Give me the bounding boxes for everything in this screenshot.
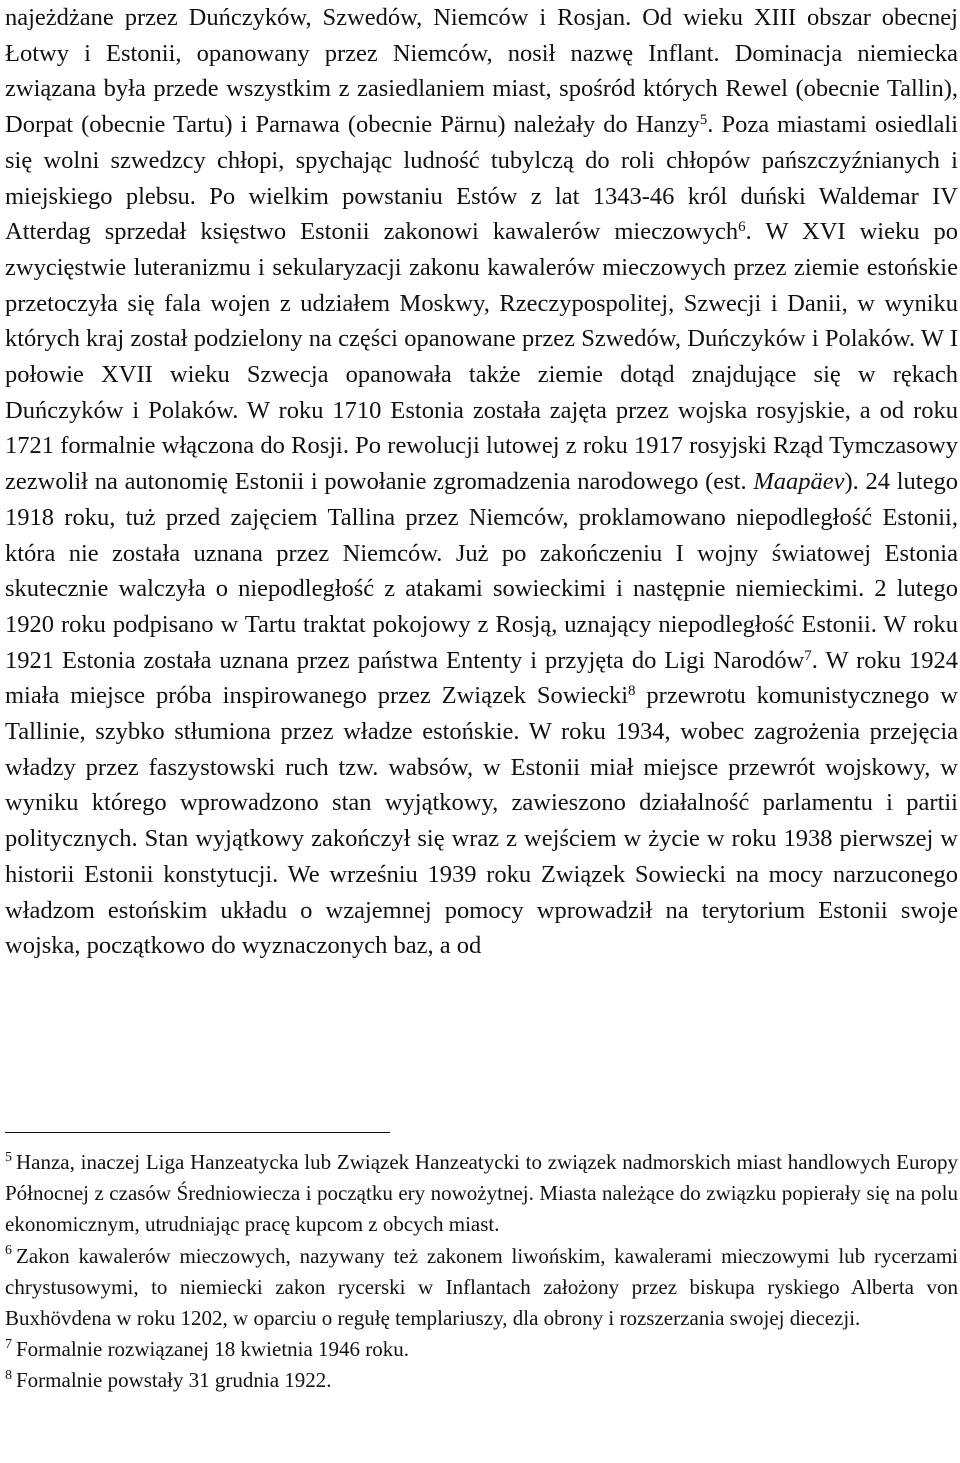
footnote-mark: 8 xyxy=(5,1368,12,1384)
footnote-7 xyxy=(5,1334,958,1365)
footnote-5 xyxy=(5,1147,958,1241)
body-text-part-2: . Poza miastami osiedlali się wolni szwedzcy chłopi, spychając ludność tubylczą do roli chłopów pańszczyźnianych i miejskiego plebsu. Po wielkim powstaniu Estów z lat 1343-46 król duński Waldemar IV Atterdag sprzedał księstwo Estonii zakonowi kawalerów mieczowych xyxy=(5,111,958,246)
footnotes-section xyxy=(5,1147,958,1397)
footnote-mark: 7 xyxy=(5,1336,12,1352)
body-text-part-1: najeżdżane przez Duńczyków, Szwedów, Niemców i Rosjan. Od wieku XIII obszar obecnej Łotwy i Estonii, opanowany przez Niemców, nosił nazwę Inflant. Dominacja niemiecka związana była przede wszystkim z zasiedlaniem miast, spośród których Rewel (obecnie Tallin), Dorpat (obecnie Tartu) i Parnawa (obecnie Pärnu) należały do Hanzy xyxy=(5,4,958,139)
footnote-text: Hanza, inaczej Liga Hanzeatycka lub Związek Hanzeatycki to związek nadmorskich miast handlowych Europy Północnej z czasów Średniowiecza i początku ery nowożytnej. Miasta należące do związku popierały się na polu ekonomicznym, utrudniając pracę kupcom z obcych miast. xyxy=(5,1150,958,1237)
body-text-part-6: przewrotu komunistycznego w Tallinie, szybko stłumiona przez władze estońskie. W roku 1934, wobec zagrożenia przejęcia władzy przez faszystowski ruch tzw. wabsów, w Estonii miał miejsce przewrót wojskowy, w wyniku którego wprowadzono stan wyjątkowy, zawieszono działalność parlamentu i partii politycznych. Stan wyjątkowy zakończył się wraz z wejściem w życie w roku 1938 pierwszej w historii Estonii konstytucji. We wrześniu 1939 roku Związek Sowiecki na mocy narzuconego władzom estońskim układu o wzajemnej pomocy wprowadził na terytorium Estonii swoje wojska, początkowo do wyznaczonych baz, a od xyxy=(5,682,958,960)
body-paragraph xyxy=(5,0,958,964)
footnote-ref-5: 5 xyxy=(699,111,708,128)
footnote-ref-8: 8 xyxy=(628,683,636,700)
body-text-part-3: . W XVI wieku po zwycięstwie luteranizmu i sekularyzacji zakonu kawalerów mieczowych przez ziemie estońskie przetoczyła się fala wojen z udziałem Moskwy, Rzeczypospolitej, Szwecji i Danii, w wyniku których kraj został podzielony na części opanowane przez Szwedów, Duńczyków i Polaków. W I połowie XVII wieku Szwecja opanowała także ziemie dotąd znajdujące się w rękach Duńczyków i Polaków. W roku 1710 Estonia została zajęta przez wojska rosyjskie, a od roku 1721 formalnie włączona do Rosji. Po rewolucji lutowej z roku 1917 rosyjski Rząd Tymczasowy zezwolił na autonomię Estonii i powołanie zgromadzenia narodowego (est. xyxy=(5,218,958,496)
footnote-ref-6: 6 xyxy=(738,218,746,235)
body-text-part-4: ). 24 lutego 1918 roku, tuż przed zajęciem Tallina przez Niemców, proklamowano niepodległość Estonii, która nie została uznana przez Niemców. Już po zakończeniu I wojny światowej Estonia skutecznie walczyła o niepodległość z atakami sowieckimi i następnie niemieckimi. 2 lutego 1920 roku podpisano w Tartu traktat pokojowy z Rosją, uznający niepodległość Estonii. W roku 1921 Estonia została uznana przez państwa Ententy i przyjęta do Ligi Narodów xyxy=(5,468,958,674)
footnote-8 xyxy=(5,1365,958,1396)
footnote-6 xyxy=(5,1241,958,1335)
body-text-part-5: . W roku 1924 miała miejsce próba inspirowanego przez Związek Sowiecki xyxy=(5,646,958,710)
footnote-text: Formalnie powstały 31 grudnia 1922. xyxy=(16,1368,332,1393)
document-page xyxy=(5,0,958,964)
footnote-mark: 6 xyxy=(5,1243,12,1259)
footnote-separator xyxy=(5,1132,390,1133)
footnote-ref-7: 7 xyxy=(804,647,812,664)
footnote-mark: 5 xyxy=(5,1149,12,1165)
footnote-text: Zakon kawalerów mieczowych, nazywany też zakonem liwońskim, kawalerami mieczowymi lub rycerzami chrystusowymi, to niemiecki zakon rycerski w Inflantach założony przez biskupa ryskiego Alberta von Buxhövdena w roku 1202, w oparciu o regułę templariuszy, dla obrony i rozszerzania swojej diecezji. xyxy=(5,1243,958,1331)
footnote-text: Formalnie rozwiązanej 18 kwietnia 1946 roku. xyxy=(16,1337,410,1362)
maapaev-term: Maapäev xyxy=(753,468,845,496)
